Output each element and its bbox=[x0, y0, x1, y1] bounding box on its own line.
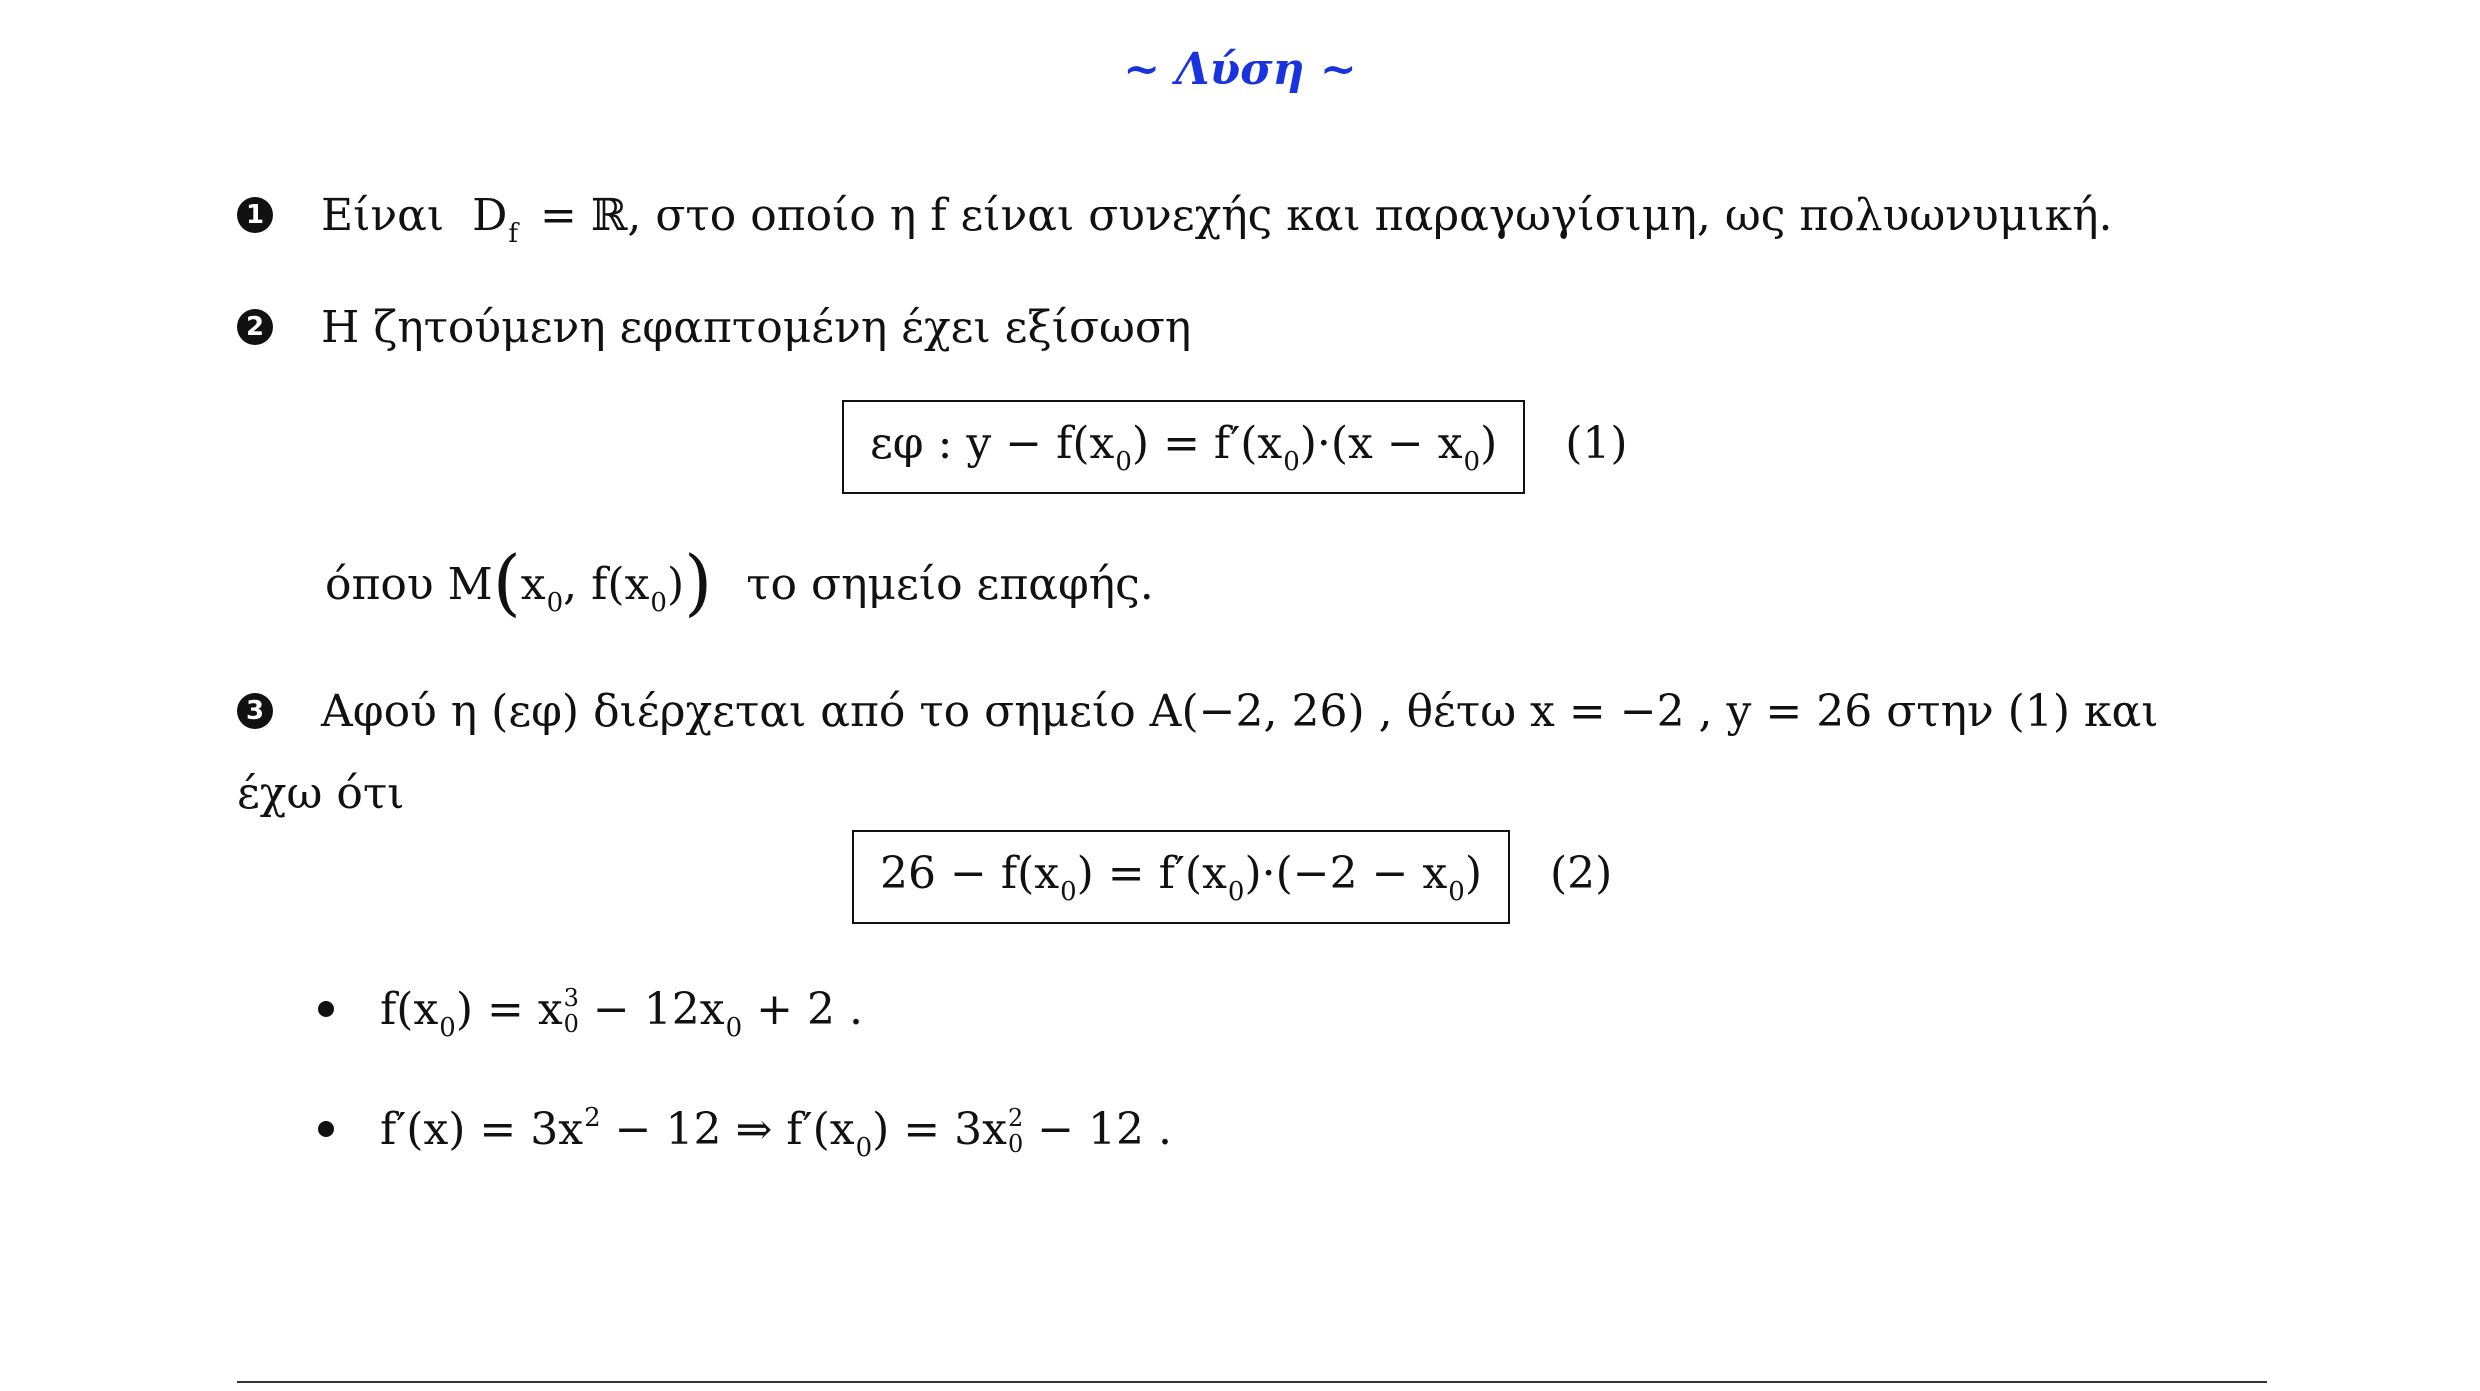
equation-2-tag: (2) bbox=[1550, 848, 1613, 899]
bullet-1: $f(x_0) = x$ 3 0 − $12x_0 + 2$ . bbox=[318, 980, 863, 1046]
where-text-b: το σημείο επαφής. bbox=[746, 559, 1154, 610]
item-3-marker: 3 bbox=[237, 693, 273, 729]
domain-sub: f bbox=[508, 219, 518, 249]
equation-2 bbox=[852, 830, 1612, 924]
equation-1-tag: (1) bbox=[1565, 418, 1628, 469]
item-2 bbox=[237, 298, 1191, 358]
item-2-text: Η ζητούμενη εφαπτομένη έχει εξίσωση bbox=[321, 302, 1192, 353]
bullet-2: $f'(x) = 3x^2 - 12$ ⇒ $f'(x_0) = 3x$ 2 0 − 12 . bbox=[318, 1100, 1172, 1166]
item-1-text-a: Είναι bbox=[321, 190, 445, 241]
equation-1 bbox=[842, 400, 1628, 494]
item-3-line2: έχω ότι bbox=[237, 768, 405, 819]
domain-rhs: = ℝ bbox=[540, 190, 628, 241]
item-3 bbox=[237, 682, 2158, 742]
item-3-text-line1: Αφού η (εφ) διέρχεται από το σημείο A(−2, 26) , θέτω x = −2 , y = 26 στην (1) και bbox=[321, 686, 2159, 737]
where-text-a: όπου M bbox=[325, 559, 493, 610]
footer-divider bbox=[237, 1381, 2267, 1383]
equation-1-box: εφ : $y - f(x_0) = f'(x_0)\cdot(x - x_0)$ bbox=[842, 400, 1525, 494]
domain-d: D bbox=[472, 190, 508, 241]
item-2-marker: 2 bbox=[237, 309, 273, 345]
item-1 bbox=[237, 186, 2112, 252]
bullet-dot bbox=[318, 1001, 334, 1017]
solution-title: ~ Λύση ~ bbox=[1123, 44, 1357, 95]
bullet-dot bbox=[318, 1121, 334, 1137]
equation-2-box: $26 - f(x_0) = f'(x_0)\cdot(-2 - x_0)$ bbox=[852, 830, 1510, 924]
where-clause: όπου $M(x_0$, $f(x_0)$) το σημείο επαφής. bbox=[325, 540, 1154, 624]
item-1-marker: 1 bbox=[237, 197, 273, 233]
item-1-text-b: , στο οποίο η f είναι συνεχής και παραγωγίσιμη, ως πολυωνυμική. bbox=[627, 190, 2113, 241]
